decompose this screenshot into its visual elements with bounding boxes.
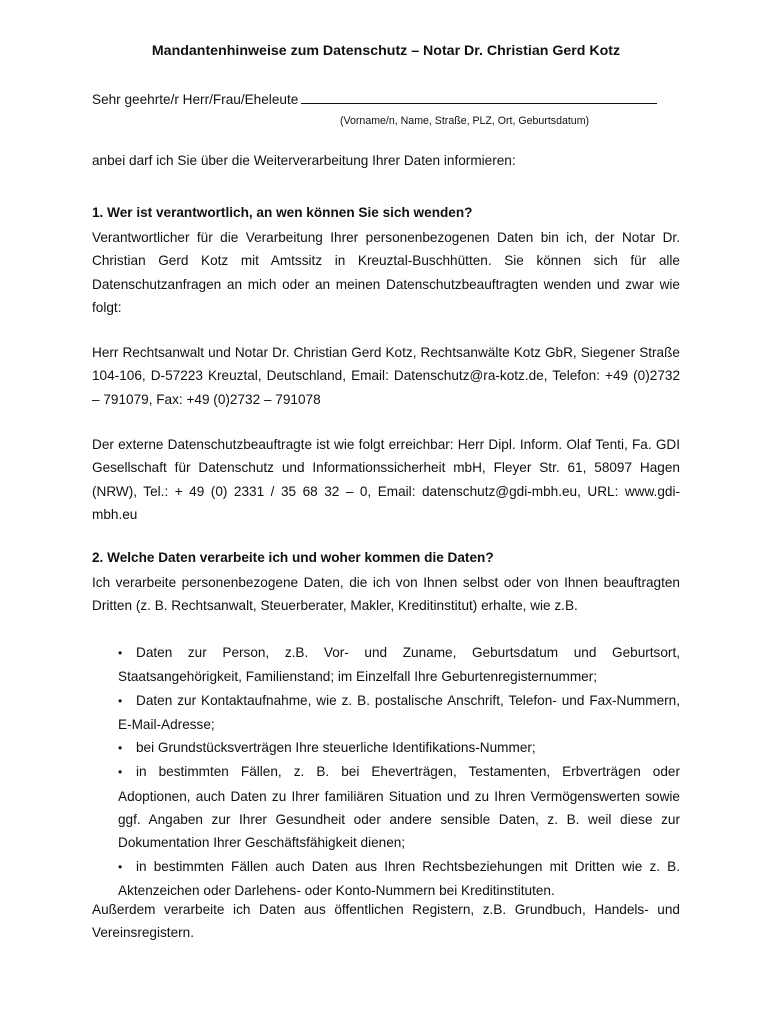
salutation-blank-field (301, 91, 657, 104)
list-item: • Daten zur Person, z.B. Vor- und Zuname, Geburtsdatum und Geburtsort, Staatsangehörigkeit, Familienstand; im Einzelfall Ihre Geburtenregisternummer; (118, 641, 680, 689)
section1-paragraph-1: Verantwortlicher für die Verarbeitung Ihrer personenbezogenen Daten bin ich, der Notar Dr. Christian Gerd Kotz mit Amtssitz in Kreuztal-Buschhütten. Sie können sich für alle Datenschutzanfragen an mich oder an meinen Datenschutzbeauftragten wenden und zwar wie folgt: (92, 230, 680, 315)
section1-paragraph-2: Herr Rechtsanwalt und Notar Dr. Christian Gerd Kotz, Rechtsanwälte Kotz GbR, Siegener Straße 104-106, D-57223 Kreuztal, Deutschland, Email: Datenschutz@ra-kotz.de, Telefon: +49 (0)2732 – 791079, Fax: +49 (0)2732 – 791078 (92, 345, 680, 407)
bullet-icon: • (118, 859, 123, 874)
salutation-line (92, 91, 680, 107)
section2-heading: 2. Welche Daten verarbeite ich und woher kommen die Daten? (92, 550, 494, 565)
salutation-label: Sehr geehrte/r Herr/Frau/Eheleute (92, 92, 299, 107)
section1-paragraph-3: Der externe Datenschutzbeauftragte ist wie folgt erreichbar: Herr Dipl. Inform. Olaf Tenti, Fa. GDI Gesellschaft für Datenschutz und Informationssicherheit mbH, Fleyer Str. 61, 58097 Hagen (NRW), Tel.: + 49 (0) 2331 / 35 68 32 – 0, Email: datenschutz@gdi-mbh.eu, URL: www.gdi-mbh.eu (92, 437, 680, 522)
bullet-icon: • (118, 741, 123, 756)
bullet-icon: • (118, 765, 123, 780)
list-item: • bei Grundstücksverträgen Ihre steuerliche Identifikations-Nummer; (118, 736, 680, 760)
list-item: • in bestimmten Fällen auch Daten aus Ihren Rechtsbeziehungen mit Dritten wie z. B. Aktenzeichen oder Darlehens- oder Konto-Nummern bei Kreditinstituten. (118, 855, 680, 903)
document-title: Mandantenhinweise zum Datenschutz – Notar Dr. Christian Gerd Kotz (151, 43, 621, 59)
section1-heading: 1. Wer ist verantwortlich, an wen können Sie sich wenden? (92, 205, 473, 220)
data-categories-list (118, 641, 680, 902)
list-item: • in bestimmten Fällen, z. B. bei Eheverträgen, Testamenten, Erbverträgen oder Adoptionen, auch Daten zu Ihrer familiären Situation und zu Ihren Vermögenswerten sowie ggf. Angaben zur Ihrer Gesundheit oder andere sensible Daten, z. B. weil diese zur Dokumentation Ihrer Geschäftsfähigkeit dienen; (118, 760, 680, 854)
bullet-icon: • (118, 646, 123, 660)
list-item: • Daten zur Kontaktaufnahme, wie z. B. postalische Anschrift, Telefon- und Fax-Nummern, E-Mail-Adresse; (118, 689, 680, 737)
section2-paragraph-1: Ich verarbeite personenbezogene Daten, die ich von Ihnen selbst oder von Ihnen beauftragten Dritten (z. B. Rechtsanwalt, Steuerberater, Makler, Kreditinstitut) erhalte, wie z.B. (92, 575, 680, 614)
salutation-hint: (Vorname/n, Name, Straße, PLZ, Ort, Geburtsdatum) (340, 115, 590, 127)
bullet-icon: • (118, 693, 123, 708)
intro-text: anbei darf ich Sie über die Weiterverarbeitung Ihrer Daten informieren: (92, 153, 516, 168)
section2-paragraph-2: Außerdem verarbeite ich Daten aus öffentlichen Registern, z.B. Grundbuch, Handels- und Vereinsregistern. (92, 902, 680, 941)
